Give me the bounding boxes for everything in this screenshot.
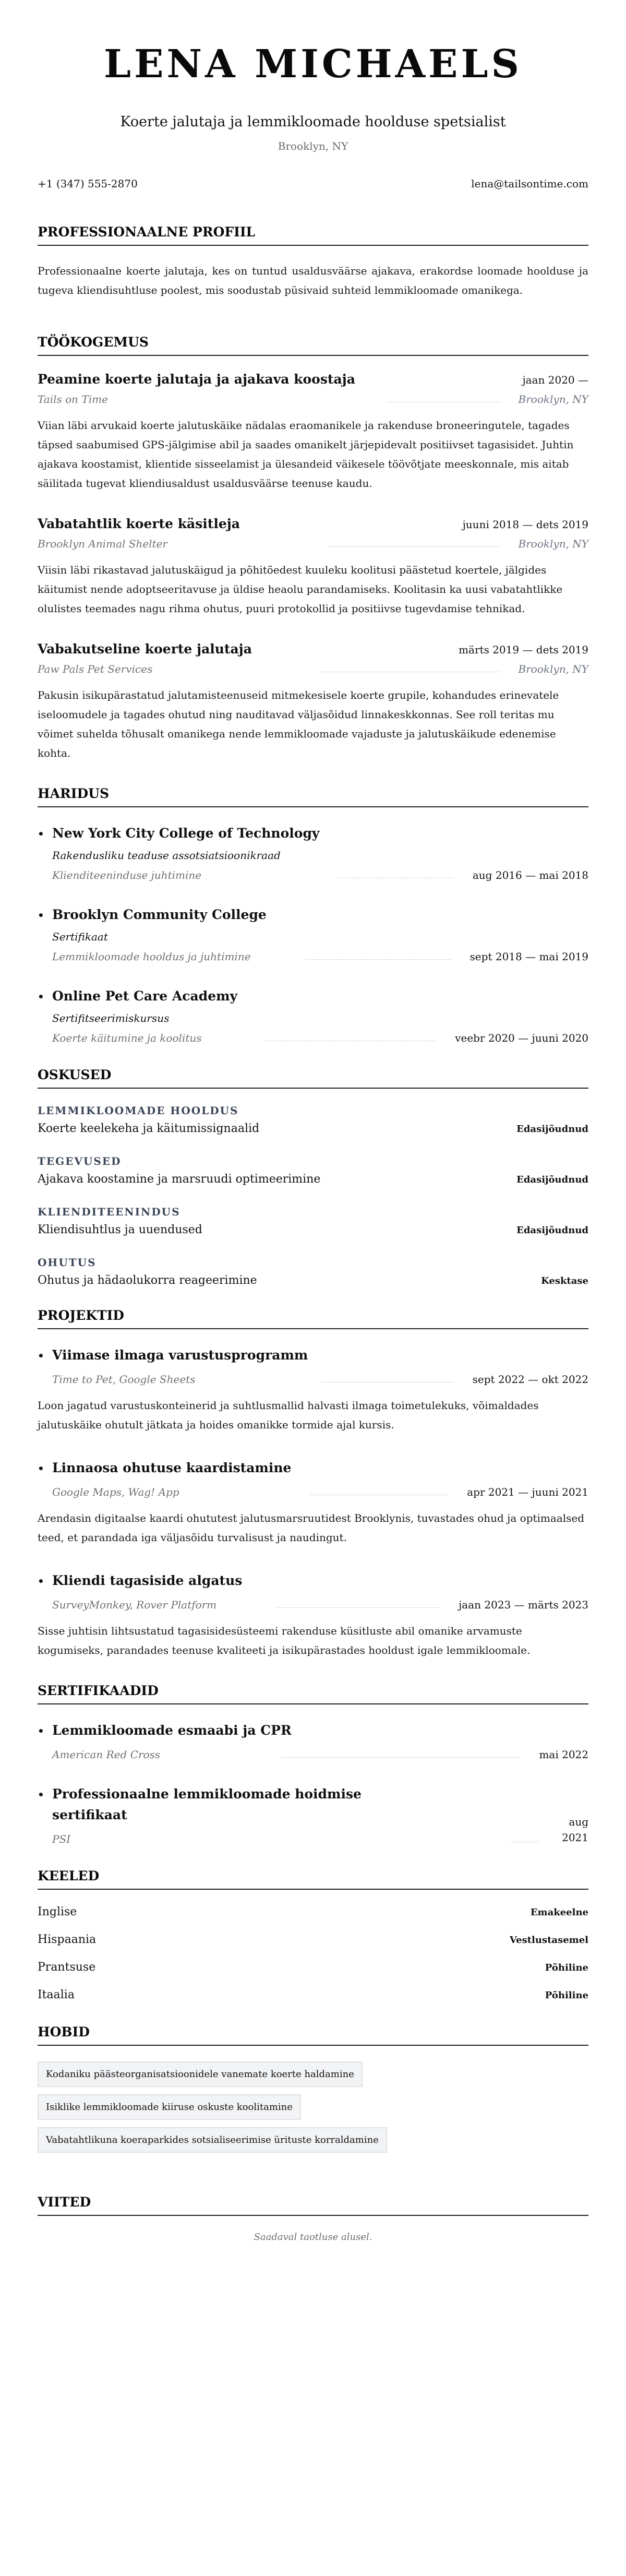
- project-description: Arendasin digitaalse kaardi ohututest jalutusmarsruutidest Brooklynis, tuvastades ohud ja optimaalsed teed, et parandada iga väljasõidu turvalisust ja naudingut.: [38, 1512, 585, 1544]
- section-title-education: HARIDUS: [38, 786, 588, 807]
- project-entry: [38, 1458, 588, 1547]
- project-date: sept 2022 — okt 2022: [472, 1373, 588, 1386]
- profile-text: Professionaalne koerte jalutaja, kes on tuntud usaldusväärse ajakava, erakordse loomade hoolduse ja tugeva kliendisuhtluse poolest, mis soodustab püsivaid suhteid lemmikloomade omanikega.: [38, 265, 588, 297]
- skill-group: [38, 1206, 588, 1236]
- project-entry: [38, 1345, 588, 1435]
- bullet-icon: •: [38, 1788, 44, 1802]
- project-tools: Google Maps, Wag! App: [52, 1486, 179, 1499]
- section-title-projects: PROJEKTID: [38, 1308, 588, 1329]
- hobby-tag: Isiklike lemmikloomade kiiruse oskuste koolitamine: [38, 2094, 301, 2120]
- skill-category: TEGEVUSED: [38, 1155, 122, 1168]
- section-title-certificates: SERTIFIKAADID: [38, 1683, 588, 1704]
- degree: Rakendusliku teaduse assotsiatsioonikraad: [52, 849, 281, 862]
- section-title-experience: TÖÖKOGEMUS: [38, 335, 588, 356]
- hobbies-section: [38, 2024, 588, 2153]
- language-row: [38, 1905, 588, 1918]
- section-title-skills: OSKUSED: [38, 1067, 588, 1089]
- job-title: Vabakutseline koerte jalutaja: [38, 641, 252, 657]
- references-text: Saadaval taotluse alusel.: [254, 2232, 372, 2243]
- hobby-tag: Vabatahtlikuna koeraparkides sotsialiseerimise ürituste korraldamine: [38, 2127, 387, 2153]
- dotted-leader: [179, 1757, 520, 1758]
- section-title-profile: PROFESSIONAALNE PROFIIL: [38, 224, 588, 246]
- section-title-references: VIITED: [38, 2195, 588, 2216]
- education-date: aug 2016 — mai 2018: [472, 869, 588, 882]
- job-description: Pakusin isikupärastatud jalutamisteenuseid mitmekesisele koerte grupile, kohandudes erinevatele iseloomudele ja tagades ohutud ning nauditavad väljasõidud linnakeskkonnas. See roll teritas mu võimet suhelda tõhusalt omanikega nende lemmikloomade vajaduste ja jalutuskäikude edenemise kohta.: [38, 689, 559, 760]
- phone-number[interactable]: +1 (347) 555-2870: [38, 177, 138, 190]
- project-description: Loon jagatud varustuskonteinerid ja suhtlusmallid halvasti ilmaga toimetulekuks, võimaldades jalutuskäike ohutult jätkata ja hoides omanikke tormide ajal kursis.: [38, 1399, 539, 1432]
- dotted-leader: [186, 546, 500, 547]
- field-of-study: Klienditeeninduse juhtimine: [52, 869, 202, 882]
- project-title: Viimase ilmaga varustusprogramm: [52, 1347, 308, 1363]
- job-date: märts 2019 — dets 2019: [459, 643, 588, 657]
- language-level: Vestlustasemel: [509, 1935, 588, 1946]
- hobby-tags: [38, 2061, 588, 2153]
- experience-section: [38, 335, 588, 763]
- certificate-date: aug 2021: [562, 1816, 588, 1844]
- project-title: Kliendi tagasiside algatus: [52, 1573, 243, 1589]
- certificates-section: [38, 1683, 588, 1845]
- school-name: Online Pet Care Academy: [52, 988, 238, 1004]
- language-level: Põhiline: [545, 1990, 588, 2001]
- education-section: [38, 786, 588, 1044]
- bullet-icon: •: [38, 1350, 44, 1363]
- bullet-icon: •: [38, 1462, 44, 1475]
- field-of-study: Lemmikloomade hooldus ja juhtimine: [52, 950, 251, 963]
- language-name: Inglise: [38, 1905, 77, 1919]
- skill-name: Kliendisuhtlus ja uuendused: [38, 1223, 202, 1237]
- skill-category: LEMMIKLOOMADE HOOLDUS: [38, 1104, 239, 1117]
- job-company: Paw Pals Pet Services: [38, 663, 153, 676]
- skill-level: Edasijõudnud: [516, 1124, 588, 1135]
- job-company: Brooklyn Animal Shelter: [38, 538, 168, 551]
- projects-section: [38, 1308, 588, 1660]
- language-level: Emakeelne: [530, 1907, 588, 1918]
- languages-section: [38, 1868, 588, 2001]
- job-entry: [38, 516, 588, 618]
- bullet-icon: •: [38, 1725, 44, 1738]
- bullet-icon: •: [38, 909, 44, 922]
- section-title-hobbies: HOBID: [38, 2024, 588, 2046]
- school-name: Brooklyn Community College: [52, 907, 267, 923]
- education-entry: [38, 823, 588, 881]
- project-title: Linnaosa ohutuse kaardistamine: [52, 1460, 292, 1476]
- education-entry: [38, 904, 588, 963]
- education-entry: [38, 986, 588, 1044]
- job-title: Vabatahtlik koerte käsitleja: [38, 516, 240, 532]
- job-location: Brooklyn, NY: [518, 663, 588, 676]
- job-title: Peamine koerte jalutaja ja ajakava koostaja: [38, 372, 355, 387]
- dotted-leader: [270, 959, 451, 960]
- resume-header: [38, 0, 588, 190]
- skill-group: [38, 1256, 588, 1287]
- skill-name: Ajakava koostamine ja marsruudi optimeerimine: [38, 1173, 321, 1186]
- bullet-icon: •: [38, 991, 44, 1004]
- skill-category: KLIENDITEENINDUS: [38, 1206, 180, 1219]
- job-entry: [38, 372, 588, 493]
- job-description: Viian läbi arvukaid koerte jalutuskäike nädalas eraomanikele ja rakenduse broneeringutele, tagades täpsed saabumised GPS-jälgimise abil ja saades omanikelt järjepidevalt positiivset tagasisidet. Juhtin ajakava koostamist, klientide sisseelamist ja ülesandeid väikesele töövõtjate meeskonnale, mis aitab säilitada tugevat kliendiusaldust usaldusväärse teenuse kaudu.: [38, 419, 574, 490]
- certificate-issuer: PSI: [52, 1833, 71, 1846]
- language-row: [38, 1961, 588, 1974]
- certificate-issuer: American Red Cross: [52, 1748, 161, 1761]
- language-row: [38, 1988, 588, 2001]
- project-date: apr 2021 — juuni 2021: [467, 1486, 588, 1499]
- bullet-icon: •: [38, 828, 44, 841]
- job-location: Brooklyn, NY: [518, 393, 588, 406]
- education-date: veebr 2020 — juuni 2020: [455, 1032, 588, 1045]
- school-name: New York City College of Technology: [52, 826, 320, 841]
- education-date: sept 2018 — mai 2019: [469, 950, 588, 963]
- certificate-title: Professionaalne lemmikloomade hoidmise sertifikaat: [52, 1786, 362, 1823]
- job-location: Brooklyn, NY: [518, 538, 588, 551]
- degree: Sertifikaat: [52, 931, 108, 944]
- certificate-title: Lemmikloomade esmaabi ja CPR: [52, 1723, 292, 1738]
- degree: Sertifitseerimiskursus: [52, 1012, 170, 1025]
- project-entry: [38, 1570, 588, 1660]
- references-section: [38, 2195, 588, 2294]
- candidate-name: LENA MICHAELS: [104, 42, 522, 87]
- candidate-title: Koerte jalutaja ja lemmikloomade hoolduse spetsialist: [120, 114, 506, 130]
- candidate-location: Brooklyn, NY: [278, 140, 348, 153]
- certificate-entry: [38, 1720, 588, 1761]
- job-entry: [38, 641, 588, 763]
- dotted-leader: [235, 1607, 440, 1608]
- project-description: Sisse juhtisin lihtsustatud tagasisidesüsteemi rakenduse küsitluste abil omanike arvamuste kogumiseks, parandades teenuse kvaliteeti ja isikupärastades hooldust igale lemmikloomale.: [38, 1625, 531, 1657]
- language-name: Itaalia: [38, 1988, 75, 2002]
- section-title-languages: KEELED: [38, 1868, 588, 1890]
- job-date: jaan 2020 —: [522, 374, 588, 387]
- skill-name: Ohutus ja hädaolukorra reageerimine: [38, 1274, 257, 1287]
- language-name: Hispaania: [38, 1933, 97, 1947]
- job-date: juuni 2018 — dets 2019: [462, 518, 588, 531]
- email-link[interactable]: lena@tailsontime.com: [471, 177, 588, 190]
- certificate-entry: [38, 1784, 588, 1845]
- job-company: Tails on Time: [38, 393, 108, 406]
- bullet-icon: •: [38, 1575, 44, 1588]
- language-name: Prantsuse: [38, 1961, 96, 1974]
- skill-level: Edasijõudnud: [516, 1174, 588, 1186]
- project-tools: Time to Pet, Google Sheets: [52, 1373, 196, 1386]
- skill-level: Edasijõudnud: [516, 1225, 588, 1236]
- field-of-study: Koerte käitumine ja koolitus: [52, 1032, 202, 1045]
- project-date: jaan 2023 — märts 2023: [459, 1599, 588, 1612]
- hobby-tag: Kodaniku päästeorganisatsioonidele vanemate koerte haldamine: [38, 2061, 363, 2087]
- skill-group: [38, 1155, 588, 1186]
- skill-category: OHUTUS: [38, 1256, 97, 1269]
- project-tools: SurveyMonkey, Rover Platform: [52, 1599, 217, 1612]
- certificate-date: mai 2022: [539, 1748, 588, 1761]
- skill-level: Kesktase: [541, 1275, 588, 1287]
- language-row: [38, 1933, 588, 1946]
- job-description: Viisin läbi rikastavad jalutuskäigud ja põhitõedest kuuleku koolitusi päästetud koertele, jälgides käitumist nende adoptseeritavuse ja üldise heaolu parandamiseks. Koolitasin ka uusi vabatahtlikke olulistes teemades nagu rihma ohutus, puuri protokollid ja positiivse tugevdamise tehnikad.: [38, 564, 563, 615]
- language-level: Põhiline: [545, 1962, 588, 1974]
- skill-name: Koerte keelekeha ja käitumissignaalid: [38, 1122, 260, 1136]
- skills-section: [38, 1067, 588, 1287]
- contact-row: [38, 177, 588, 190]
- profile-section: [38, 224, 588, 300]
- skill-group: [38, 1104, 588, 1135]
